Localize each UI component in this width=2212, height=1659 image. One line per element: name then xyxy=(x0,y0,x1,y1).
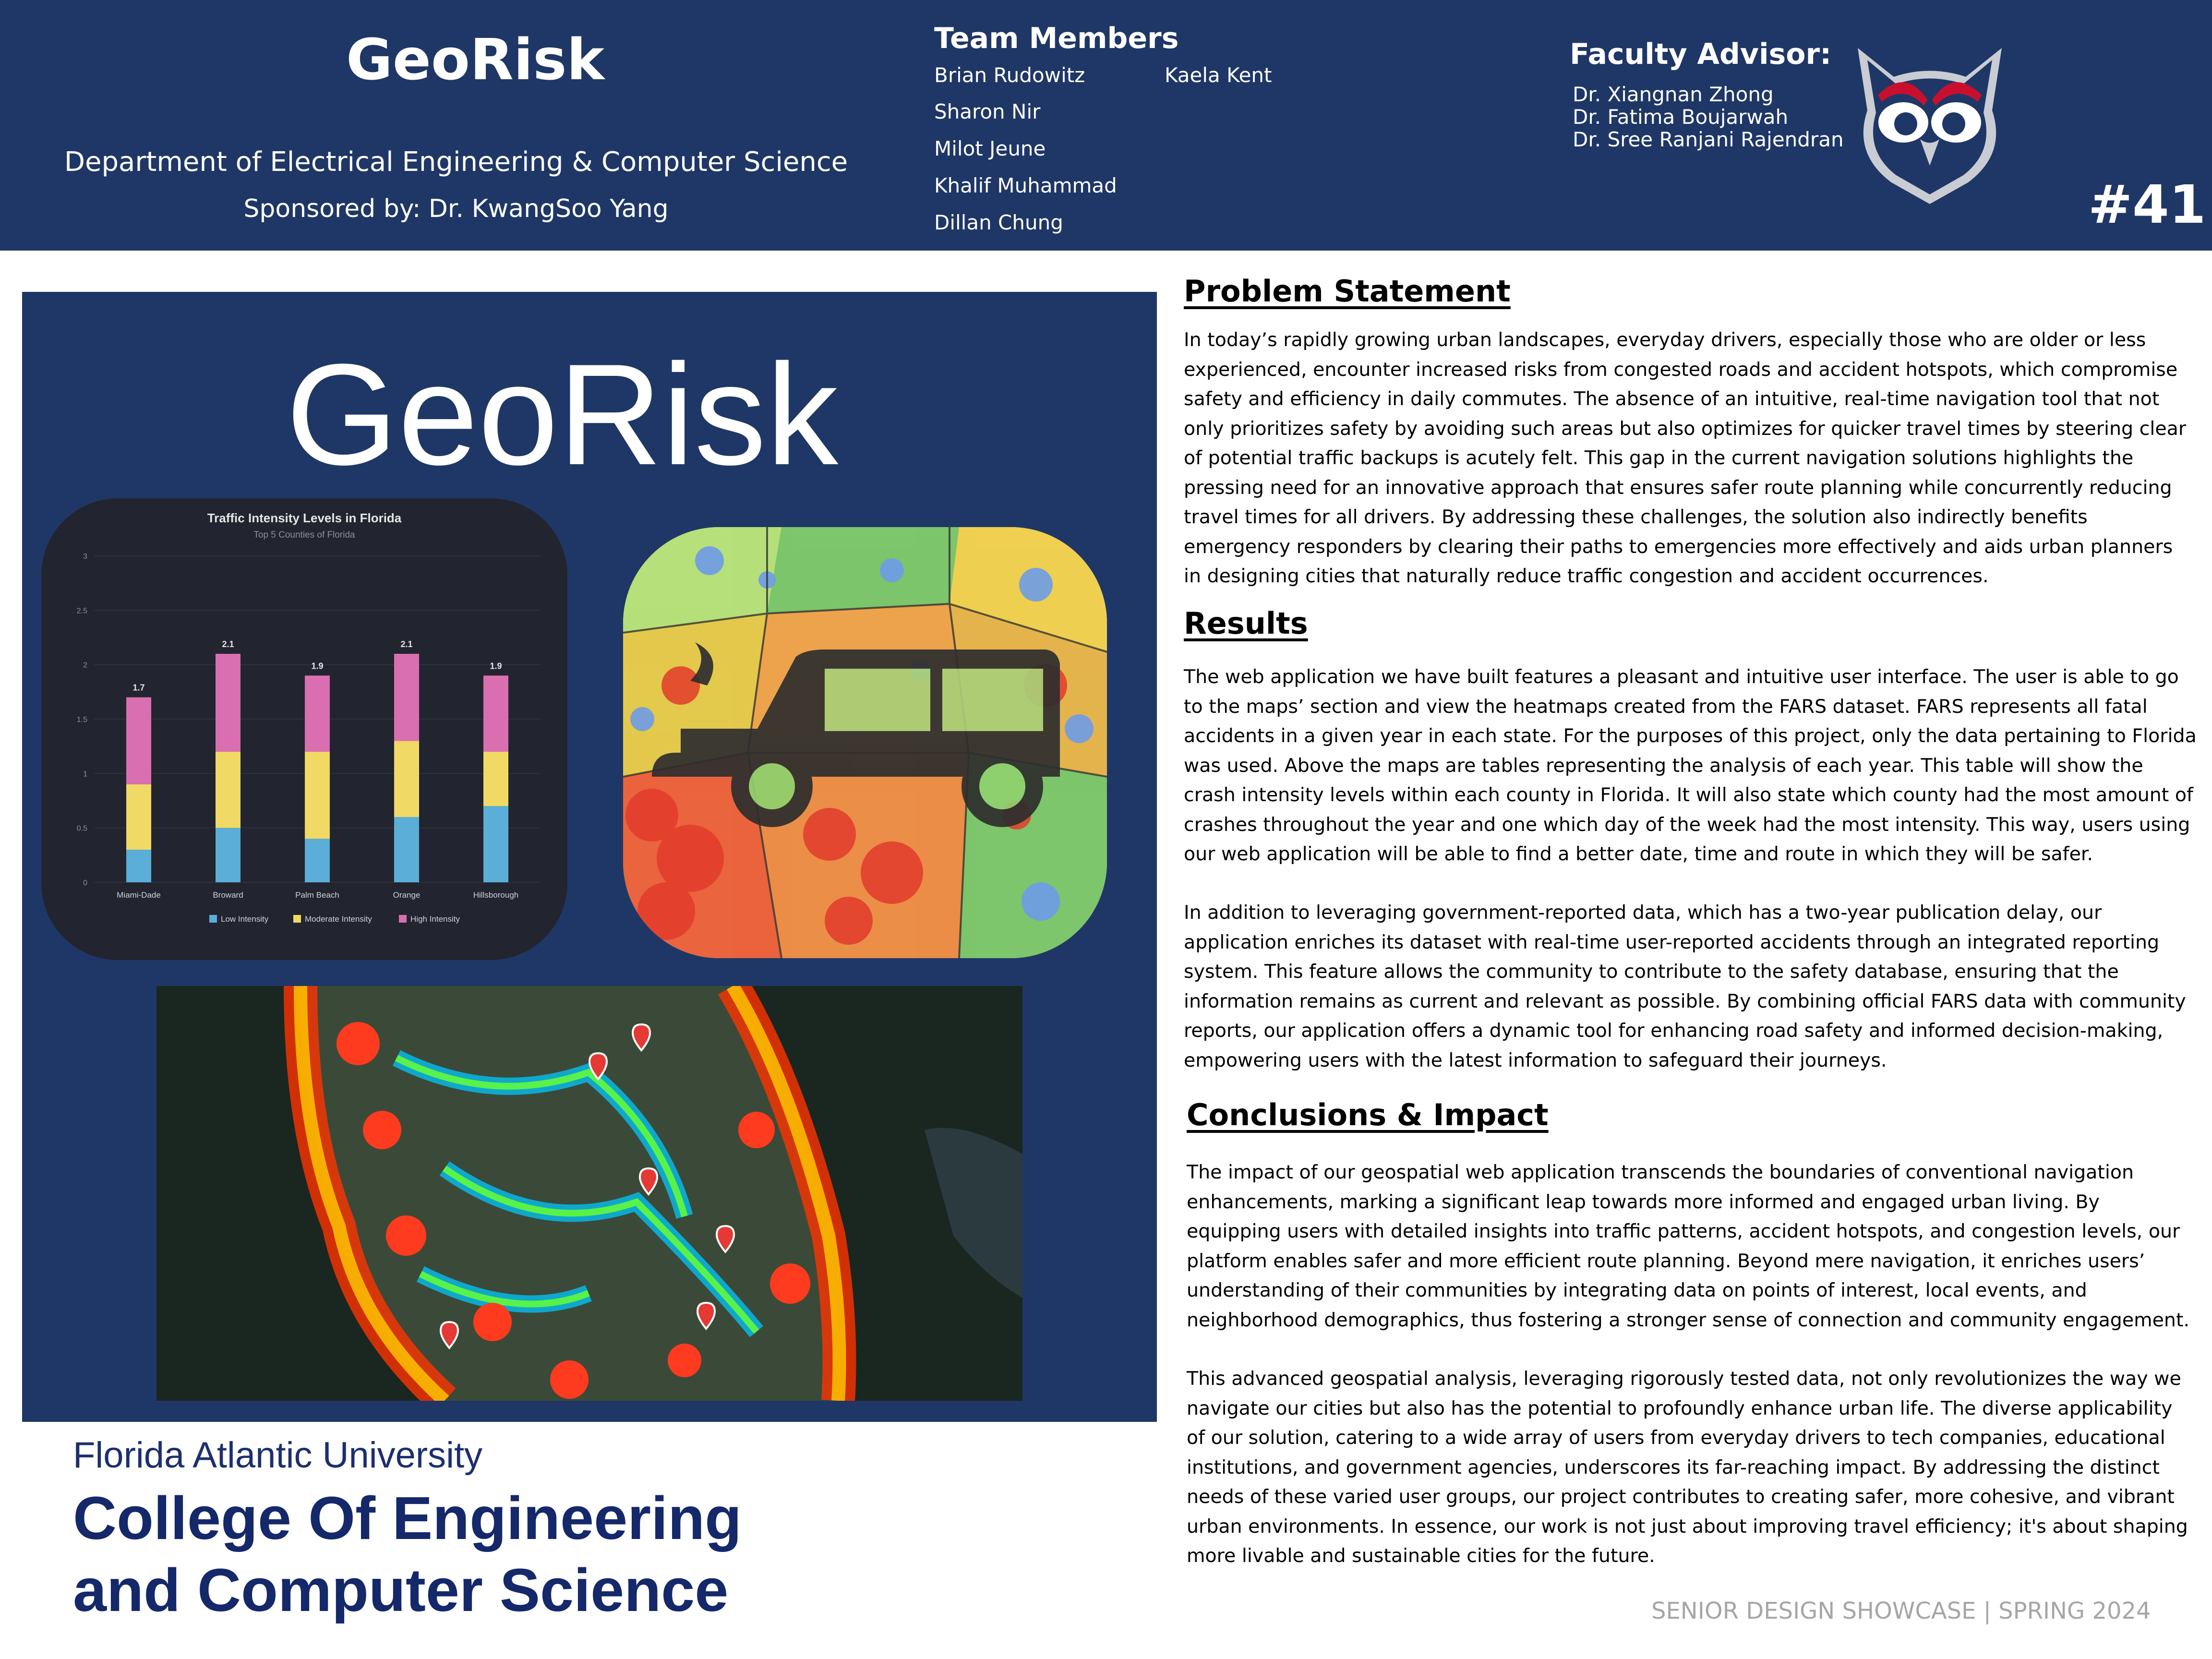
legend-swatch xyxy=(399,915,407,923)
risk-map-card xyxy=(623,527,1107,958)
bar-total-label: 1.9 xyxy=(490,661,502,671)
advisor-heading: Faculty Advisor: xyxy=(1570,37,1832,71)
x-tick-label: Hillsborough xyxy=(473,890,519,900)
advisor-name: Dr. Fatima Boujarwah xyxy=(1573,105,1789,129)
bar-total-label: 2.1 xyxy=(222,639,234,649)
university-name: Florida Atlantic University xyxy=(73,1435,483,1476)
chart-title: Traffic Intensity Levels in Florida xyxy=(207,511,402,525)
team-member: Milot Jeune xyxy=(934,137,1046,160)
college-name-line-1: College Of Engineering xyxy=(73,1484,742,1552)
bar-segment xyxy=(394,741,419,817)
legend-swatch xyxy=(209,915,217,923)
bar-segment xyxy=(483,675,508,752)
bar-total-label: 1.7 xyxy=(132,683,145,693)
bar-segment xyxy=(483,806,508,882)
team-heading: Team Members xyxy=(934,22,1179,55)
bar-segment xyxy=(216,752,240,828)
legend-swatch xyxy=(293,915,301,923)
legend-label: Low Intensity xyxy=(221,914,269,924)
legend-label: Moderate Intensity xyxy=(305,914,372,924)
x-tick-label: Palm Beach xyxy=(295,890,339,900)
bar-segment xyxy=(305,752,330,839)
team-member: Sharon Nir xyxy=(934,100,1041,123)
problem-statement-text: In today’s rapidly growing urban landscapes, everyday drivers, especially those who are older or less experienced, encounter increased risks from congested roads and accident hotspots, which compromise safety and efficiency in daily commutes. The absence of an intuitive, real-time navigation tool that not only prioritizes safety by avoiding such areas but also optimizes for quicker travel times by steering clear of potential traffic backups is acutely felt. This gap in the current navigation solutions highlights the pressing need for an innovative approach that ensures safer route planning while concurrently reducing travel times for all drivers. By addressing these challenges, the solution also indirectly benefits emergency responders by clearing their paths to emergencies more effectively and aids urban planners in designing cities that naturally reduce traffic congestion and accident occurrences. xyxy=(1184,329,2187,587)
bar-segment xyxy=(126,697,151,784)
bar-segment xyxy=(483,752,508,806)
bar-segment xyxy=(305,675,330,752)
y-tick-label: 1 xyxy=(83,770,87,779)
results-heading: Results xyxy=(1184,606,1308,641)
x-tick-label: Miami-Dade xyxy=(117,890,161,900)
poster-number: #41 xyxy=(2088,174,2206,235)
team-member: Kaela Kent xyxy=(1165,63,1272,87)
intensity-chart-card xyxy=(41,498,567,960)
heatmap-card xyxy=(156,986,1022,1401)
bar-segment xyxy=(394,654,419,741)
advisor-name: Dr. Xiangnan Zhong xyxy=(1573,83,1774,106)
team-member: Dillan Chung xyxy=(934,211,1063,234)
showcase-tag: SENIOR DESIGN SHOWCASE | SPRING 2024 xyxy=(1651,1598,2151,1624)
poster-title: GeoRisk xyxy=(346,26,604,93)
bar-segment xyxy=(126,784,151,850)
y-tick-label: 3 xyxy=(83,553,87,561)
intensity-chart xyxy=(41,498,567,960)
bar-segment xyxy=(216,828,240,882)
bar-segment xyxy=(126,850,151,882)
owl-logo-icon xyxy=(1848,38,2011,206)
y-tick-label: 1.5 xyxy=(76,716,87,724)
conclusions-paragraph-1: The impact of our geospatial web application transcends the boundaries of conventional navigation enhancements, marking a significant leap towards more informed and engaged urban living. By equipping users with detailed insights into traffic patterns, accident hotspots, and congestion levels, our platform enables safer and more efficient route planning. Beyond mere navigation, it enriches users’ understanding of their communities by integrating data on points of interest, local events, and neighborhood demographics, thus fostering a stronger sense of connection and community engagement. xyxy=(1187,1161,2190,1331)
sponsor-label: Sponsored by: Dr. KwangSoo Yang xyxy=(243,194,669,223)
y-tick-label: 0.5 xyxy=(76,824,87,833)
panel-title: GeoRisk xyxy=(286,334,839,495)
problem-statement-heading: Problem Statement xyxy=(1184,274,1511,309)
y-tick-label: 0 xyxy=(83,879,87,887)
team-member: Khalif Muhammad xyxy=(934,174,1117,197)
bar-segment xyxy=(305,839,330,882)
legend-label: High Intensity xyxy=(410,914,460,924)
conclusions-paragraph-2: This advanced geospatial analysis, leveraging rigorously tested data, not only revolutionizes the way we navigate our cities but also has the potential to profoundly enhance urban life. The diverse applicability of our solution, catering to a wide array of users from everyday drivers to tech companies, educational institutions, and government agencies, underscores its far-reaching impact. By addressing the distinct needs of these varied user groups, our project contributes to creating safer, more cohesive, and vibrant urban environments. In essence, our work is not just about improving travel efficiency; it's about shaping more livable and sustainable cities for the future. xyxy=(1187,1368,2188,1567)
bar-total-label: 1.9 xyxy=(311,661,324,671)
college-name-line-2: and Computer Science xyxy=(73,1556,729,1624)
department-label: Department of Electrical Engineering & Computer Science xyxy=(64,146,848,178)
y-tick-label: 2.5 xyxy=(76,607,87,615)
bar-total-label: 2.1 xyxy=(400,639,413,649)
x-tick-label: Orange xyxy=(393,890,421,900)
chart-subtitle: Top 5 Counties of Florida xyxy=(253,530,355,540)
results-paragraph-1: The web application we have built features a pleasant and intuitive user interface. The user is able to go to the maps’ section and view the heatmaps created from the FARS dataset. FARS represents all fatal accidents in a given year in each state. For the purposes of this project, only the data pertaining to Florida was used. Above the maps are tables representing the analysis of each year. This table will show the crash intensity levels within each county in Florida. It will also state which county had the most amount of crashes throughout the year and one which day of the week had the most intensity. This way, users using our web application will be able to find a better date, time and route in which they will be safer. xyxy=(1184,666,2197,865)
team-member: Brian Rudowitz xyxy=(934,63,1085,87)
conclusions-heading: Conclusions & Impact xyxy=(1187,1097,1549,1132)
results-paragraph-2: In addition to leveraging government-reported data, which has a two-year publication delay, our application enriches its dataset with real-time user-reported accidents through an integrated reporting system. This feature allows the community to contribute to the safety database, ensuring that the information remains as current and relevant as possible. By combining official FARS data with community reports, our application offers a dynamic tool for enhancing road safety and informed decision-making, empowering users with the latest information to safeguard their journeys. xyxy=(1184,902,2186,1071)
advisor-name: Dr. Sree Ranjani Rajendran xyxy=(1573,128,1844,151)
x-tick-label: Broward xyxy=(213,890,243,900)
y-tick-label: 2 xyxy=(83,661,87,670)
bar-segment xyxy=(394,817,419,882)
bar-segment xyxy=(216,654,240,752)
